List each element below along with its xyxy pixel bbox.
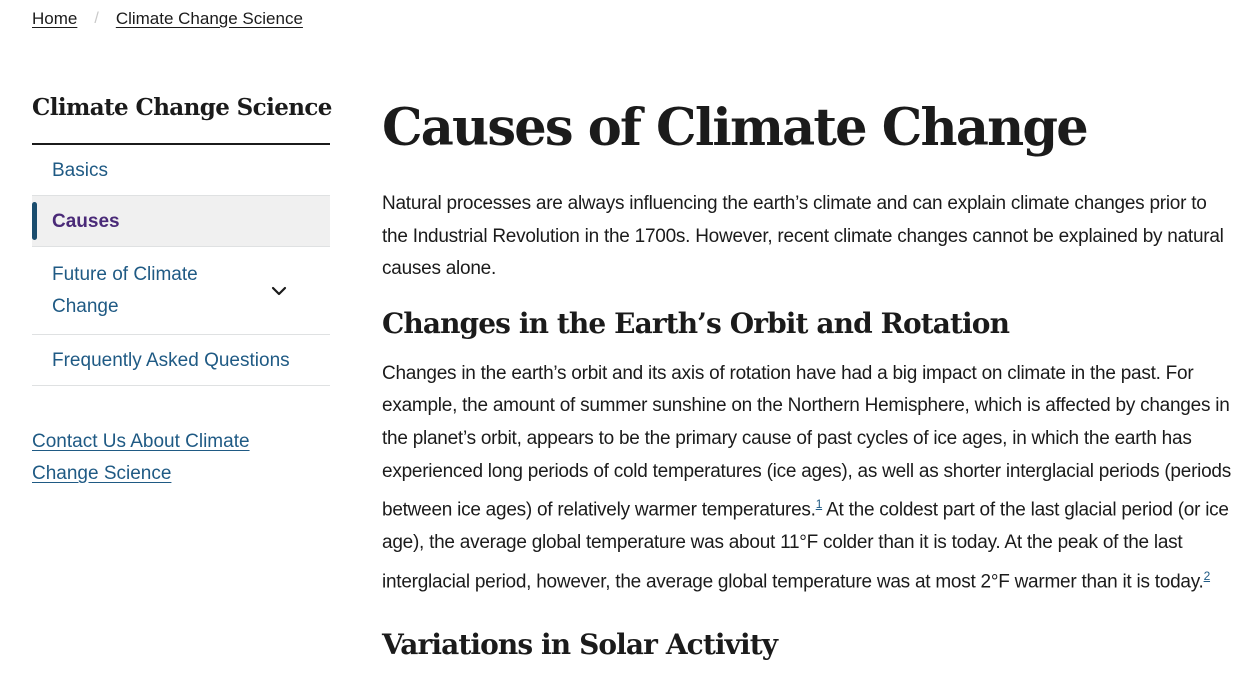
breadcrumb-separator: / bbox=[94, 10, 99, 27]
sidebar-link-causes[interactable]: Causes bbox=[52, 211, 120, 232]
section-heading-orbit: Changes in the Earth’s Orbit and Rotation bbox=[382, 306, 1010, 340]
breadcrumb-home-link[interactable]: Home bbox=[32, 9, 78, 28]
orbit-paragraph bbox=[382, 358, 1232, 599]
sidebar-link-future-of-climate-change[interactable] bbox=[32, 247, 330, 334]
breadcrumb bbox=[32, 9, 303, 29]
breadcrumb-climate-change-science-link[interactable]: Climate Change Science bbox=[115, 9, 303, 28]
footnote-2-link[interactable]: 2 bbox=[1203, 568, 1211, 583]
orbit-text-part1: Changes in the earth’s orbit and its axis of rotation have had a big impact on climate in the past. For example, the amount of summer sunshine on the Northern Hemisphere, which is affected by changes in the planet’s orbit, appears to be the primary cause of past cycles of ice ages, in which the earth has experienced long periods of cold temperatures (ice ages), as well as shorter interglacial periods (periods between ice ages) of relatively warmer temperatures. bbox=[382, 362, 1232, 521]
sidebar-item-future-of-climate-change bbox=[32, 247, 330, 335]
sidebar-item-faq bbox=[32, 335, 330, 386]
sidebar bbox=[32, 94, 330, 490]
sidebar-item-basics bbox=[32, 145, 330, 196]
intro-paragraph: Natural processes are always influencing the earth’s climate and can explain climate changes prior to the Industrial Revolution in the 1700s. However, recent climate changes cannot be explained by natural causes alone. bbox=[382, 193, 1224, 280]
main-content bbox=[382, 96, 1232, 663]
page-title: Causes of Climate Change bbox=[382, 98, 1087, 158]
footnote-1-link[interactable]: 1 bbox=[815, 497, 823, 512]
sidebar-item-label: Future of Climate Change bbox=[52, 264, 198, 317]
sidebar-link-basics[interactable]: Basics bbox=[52, 160, 108, 181]
chevron-down-icon[interactable] bbox=[270, 282, 288, 300]
sidebar-title: Climate Change Science bbox=[32, 94, 330, 145]
section-heading-solar: Variations in Solar Activity bbox=[382, 627, 778, 661]
sidebar-item-causes bbox=[32, 196, 330, 247]
orbit-text-part2: At the coldest part of the last glacial period (or ice age), the average global temperature was about 11°F colder than it is today. At the peak of the last interglacial period, however, the average global temperature was at most 2°F warmer than it is today. bbox=[382, 499, 1229, 592]
contact-us-link[interactable]: Contact Us About Climate Change Science bbox=[32, 431, 250, 484]
sidebar-nav bbox=[32, 145, 330, 386]
sidebar-link-faq[interactable]: Frequently Asked Questions bbox=[52, 350, 290, 371]
